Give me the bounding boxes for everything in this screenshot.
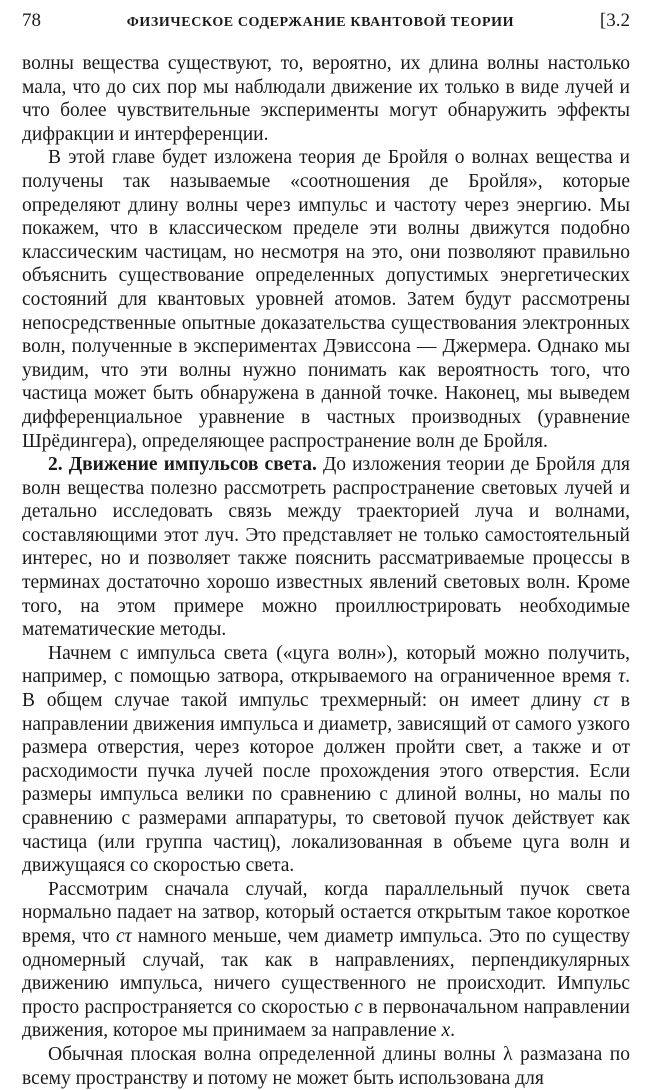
paragraph-text: намного меньше, чем диаметр импульса. Это по существу одномерный случай, так как в направлениях, перпендикулярных движению импульса, ничего существенного не происходит. Импульс просто распространяется со скоростью — [22, 925, 630, 1018]
math-symbol: τ — [618, 666, 626, 688]
page-number: 78 — [22, 10, 41, 31]
paragraph-text: в направлении движения импульса и диаметр, зависящий от самого узкого размера отверстия, через которое должен пройти свет, а также и от расходимости пучка лучей после прохождения этого отверстия. Если размеры импульса велики по сравнению с длиной волны, но малы по сравнению с размерами аппаратуры, то световой пучок действует как частица (или группа частиц), локализованная в объеме цуга волн и движущаяся со скоростью света. — [22, 690, 630, 877]
paragraph-text: Рассмотрим сначала случай, когда параллельный пучок света нормально падает на затвор, который остается открытым такое короткое время, что — [22, 878, 630, 947]
paragraph-text: . — [450, 1020, 456, 1042]
paragraph — [22, 453, 630, 642]
body-text — [22, 52, 630, 1090]
paragraph: волны вещества существуют, то, вероятно, их длина волны настолько мала, что до сих пор мы наблюдали движение их только в виде лучей и что более чувствительные эксперименты могут обнаружить эффекты дифракции и интерференции. — [22, 53, 630, 145]
section-reference: [3.2 — [599, 10, 630, 31]
paragraph-text: в первоначальном направлении движения, которое мы принимаем за направление — [22, 996, 630, 1042]
paragraph — [22, 878, 630, 1043]
paragraph — [22, 642, 630, 878]
paragraph-text: . В общем случае такой импульс трехмерный: он имеет длину — [22, 666, 630, 712]
section-heading: 2. Движение импульсов света. — [48, 454, 317, 476]
page-header — [22, 10, 630, 36]
paragraph-text: Начнем с импульса света («цуга волн»), который можно получить, например, с помощью затвора, открываемого на ограниченное время — [22, 642, 630, 688]
math-symbol: x — [441, 1020, 451, 1042]
math-symbol: cτ — [593, 690, 609, 712]
math-symbol: c — [354, 996, 363, 1018]
running-title: ФИЗИЧЕСКОЕ СОДЕРЖАНИЕ КВАНТОВОЙ ТЕОРИИ — [126, 15, 515, 30]
paragraph-text: До изложения теории де Бройля для волн вещества полезно рассмотреть распространение световых лучей и детально исследовать связь между траекторией луча и волнами, составляющими этот луч. Это представляет не только самостоятельный интерес, но и позволяет также пояснить рассматриваемые процессы в терминах достаточно хорошо известных явлений световых волн. Кроме того, на этом примере можно проиллюстрировать необходимые математические методы. — [22, 454, 631, 641]
paragraph: В этой главе будет изложена теория де Бройля о волнах вещества и получены так называемые «соотношения де Бройля», которые определяют длину волны через импульс и частоту через энергию. Мы покажем, что в классическом пределе эти волны движутся подобно классическим частицам, но несмотря на это, они позволяют правильно объяснить существование определенных допустимых энергетических состояний для квантовых уровней атомов. Затем будут рассмотрены непосредственные опытные доказательства существования электронных волн, полученные в экспериментах Дэвиссона — Джермера. Однако мы увидим, что эти волны нужно понимать как вероятность того, что частица может быть обнаружена в данной точке. Наконец, мы выведем дифференциальное уравнение в частных производных (уравнение Шрёдингера), определяющее распространение волн де Бройля. — [22, 147, 630, 452]
math-symbol: cτ — [115, 925, 132, 947]
paragraph: Обычная плоская волна определенной длины волны λ размазана по всему пространству и потому не может быть использована для — [22, 1043, 630, 1089]
